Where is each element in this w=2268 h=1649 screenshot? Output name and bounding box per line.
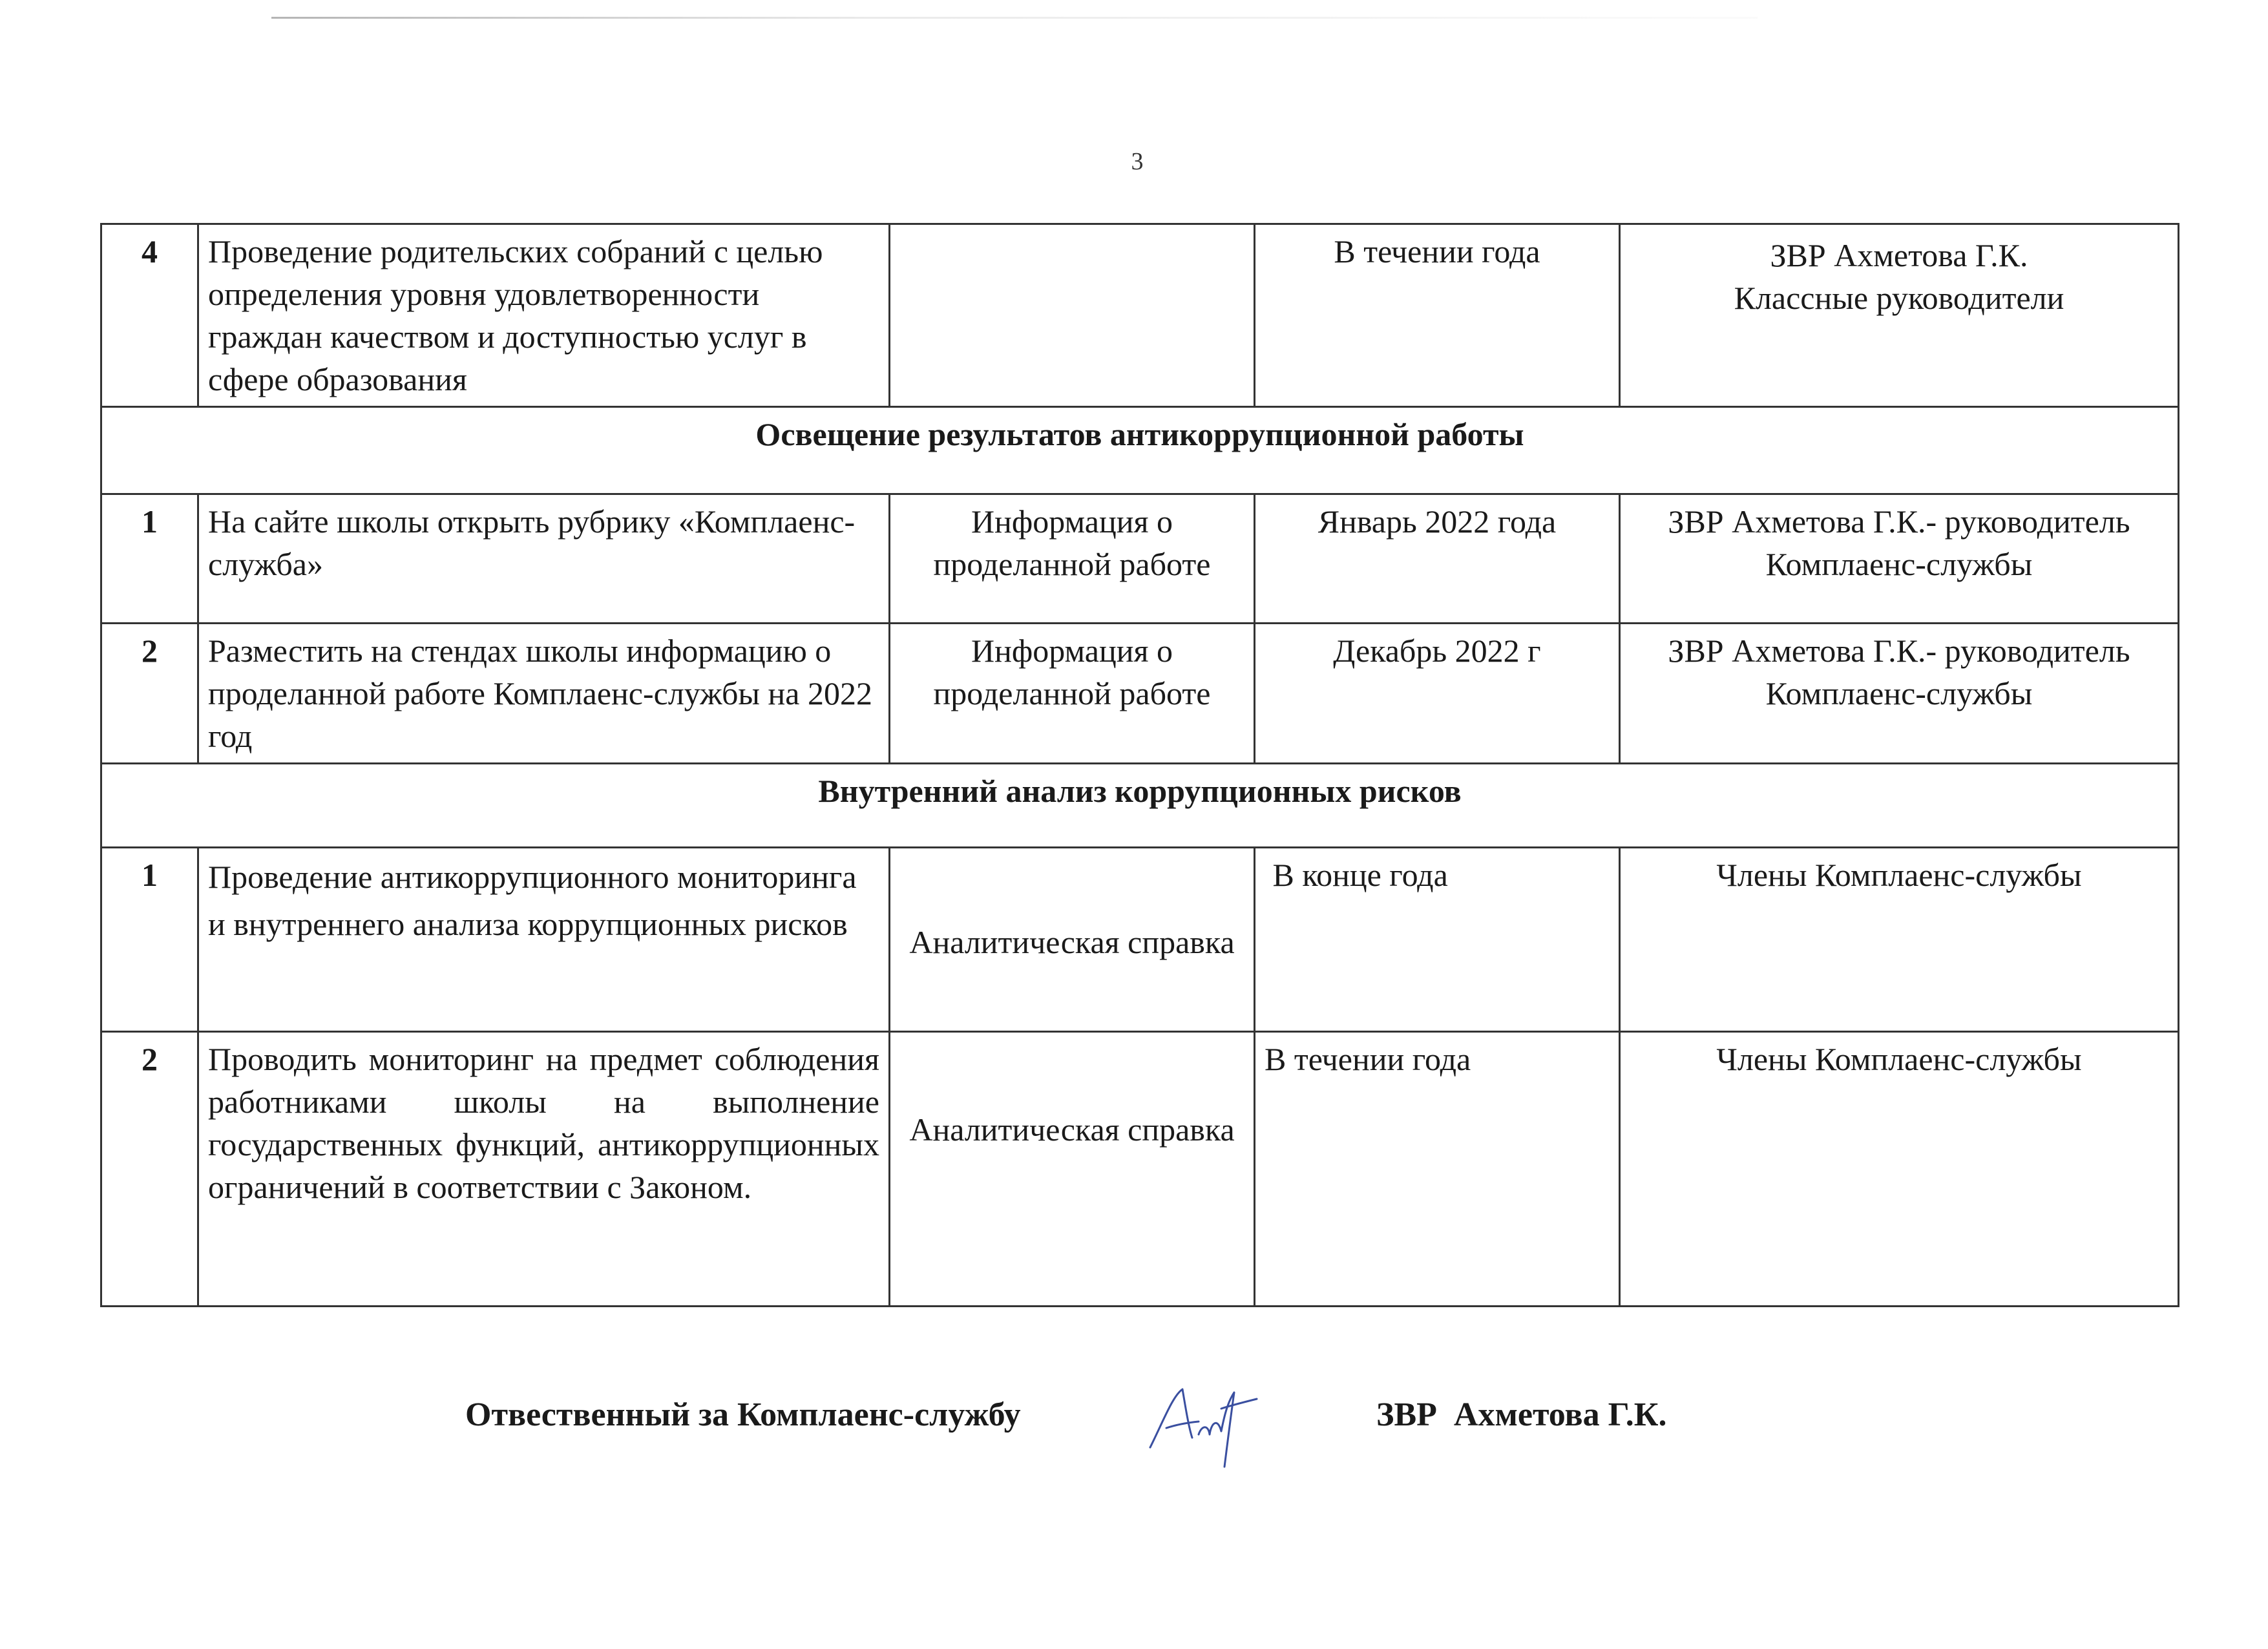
responsible-label: Отвественный за Комплаенс-службу	[465, 1396, 1021, 1433]
responsible-cell: ЗВР Ахметова Г.К.- руководитель Комплаенс-службы	[1620, 624, 2179, 764]
event-cell: Проведение родительских собраний с целью определения уровня удовлетворенности граждан качеством и доступностью услуг в сфере образования	[198, 224, 890, 407]
form-cell	[890, 1032, 1255, 1307]
responsible-cell: Члены Комплаенс-службы	[1620, 1032, 2179, 1307]
form-text: Аналитическая справка	[909, 924, 1235, 960]
section-title: Освещение результатов антикоррупционной работы	[101, 407, 2179, 494]
section-header-row	[101, 407, 2179, 494]
table-row	[101, 494, 2179, 624]
row-number: 2	[101, 624, 198, 764]
term-cell: В течении года	[1255, 1032, 1620, 1307]
form-cell	[890, 224, 1255, 407]
event-cell: Проведение антикоррупционного мониторинга и внутреннего анализа коррупционных рисков	[198, 848, 890, 1032]
event-cell: Разместить на стендах школы информацию о проделанной работе Комплаенс-службы на 2022 год	[198, 624, 890, 764]
term-text: В течении года	[1334, 233, 1540, 269]
term-cell	[1255, 224, 1620, 407]
row-number: 4	[101, 224, 198, 407]
responsible-cell	[1620, 224, 2179, 407]
table-row	[101, 224, 2179, 407]
form-cell: Информация о проделанной работе	[890, 494, 1255, 624]
responsible-line: Классные руководители	[1734, 280, 2064, 316]
table-row	[101, 848, 2179, 1032]
row-number: 2	[101, 1032, 198, 1307]
table-row	[101, 1032, 2179, 1307]
row-number: 1	[101, 494, 198, 624]
page-number: 3	[1131, 148, 1144, 175]
plan-table	[100, 223, 2179, 1307]
event-cell: На сайте школы открыть рубрику «Комплаенс-служба»	[198, 494, 890, 624]
responsible-line: ЗВР Ахметова Г.К.	[1770, 237, 2028, 273]
signature-image	[1137, 1370, 1266, 1473]
term-cell: Декабрь 2022 г	[1255, 624, 1620, 764]
section-header-row	[101, 764, 2179, 848]
responsible-cell: Члены Комплаенс-службы	[1620, 848, 2179, 1032]
responsible-name: ЗВР Ахметова Г.К.	[1376, 1396, 1667, 1433]
term-cell: В конце года	[1255, 848, 1620, 1032]
form-text: Аналитическая справка	[909, 1111, 1235, 1148]
event-cell: Проводить мониторинг на предмет соблюдения работниками школы на выполнение государственных функций, антикоррупционных ограничений в соответствии с Законом.	[198, 1032, 890, 1307]
row-number: 1	[101, 848, 198, 1032]
table-row	[101, 624, 2179, 764]
responsible-cell: ЗВР Ахметова Г.К.- руководитель Комплаенс-службы	[1620, 494, 2179, 624]
scan-artifact-line	[271, 17, 1758, 19]
form-cell	[890, 848, 1255, 1032]
section-title: Внутренний анализ коррупционных рисков	[101, 764, 2179, 848]
form-cell: Информация о проделанной работе	[890, 624, 1255, 764]
term-cell: Январь 2022 года	[1255, 494, 1620, 624]
